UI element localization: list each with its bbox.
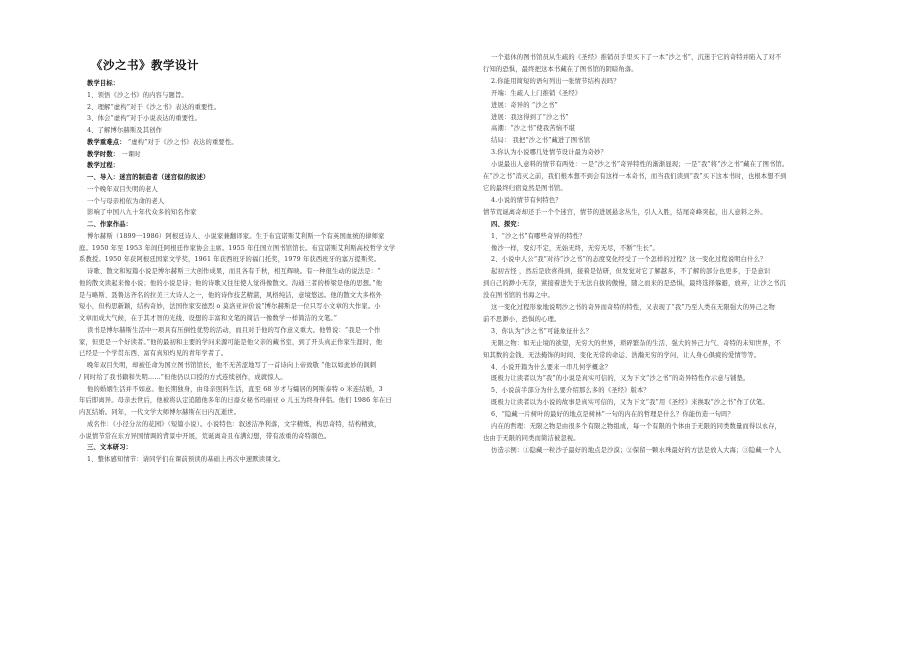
plot-stage: 高潮：“沙之书”使我苦恼不堪	[491, 125, 576, 133]
question-line: 2.你能用简短的语句列出一张情节结构表吗？	[491, 77, 620, 85]
goal-item: 4、了解博尔赫斯及其创作	[87, 127, 163, 134]
question-line: 5、小说前半部分为什么要介绍那么多的《圣经》版本？	[491, 387, 650, 395]
answer-line: 这一变化过程形象地说明沙之书的奇异而奇特的特性，又表现了“我”乃至人类在无限强大的异己之物	[491, 304, 775, 312]
works-line: 庭。1950 年至 1953 年间任阿根廷作家协会主席。1955 年任国立图书馆馆长。布宜诺斯艾利斯高校哲学文学	[79, 244, 396, 252]
works-line: 短小，但构思新颖，结构奇妙，法国作家安德烈 o 莫洛亚评价说“博尔赫斯是一位只写小文章的大作家。小	[79, 303, 381, 311]
answer-line: 知其数的金钱、无法掩饰的时间、变化无常的命运、浩瀚无穷的学问、让人身心俱疲的爱情等等。	[483, 351, 761, 359]
goal-item: 2、理解“虚构”对于《沙之书》表达的重要性。	[87, 103, 221, 111]
hours-label: 教学时数：	[87, 150, 120, 158]
intro-heading: 一、导入：迷宫的制造者（迷宫似的叙述）	[87, 174, 210, 181]
intro-line: 一个与母亲相依为命的老人	[87, 197, 165, 205]
explore-heading: 四、探究：	[491, 220, 524, 228]
goals-heading: 教学目标：	[87, 80, 120, 87]
page-title: 《沙之书》教学设计	[91, 58, 199, 72]
works-line: 成名作：《小径分岔的花园》（短篇小说）。小说特色：叙述洁净利落，文字精炼，构思奇特，结构精致，	[87, 420, 381, 428]
works-line: 家，但更是一个好读者。”他的最初和主要的学问来源可能是他父亲的藏书室，到了开头真正作家生涯时，他	[79, 338, 383, 346]
works-line: 小说情节常在东方异国情调的背景中开展，荒诞离奇且布满幻想，带有浓重的奇特颜色。	[79, 432, 331, 440]
plot-stage: 进展：我这得到了“沙之书”	[491, 113, 569, 121]
teaching-hours	[79, 149, 479, 161]
question-line: 3.你认为小说哪几处情节设计最为奇妙？	[491, 149, 607, 157]
plot-stage: 开端：生疏人上门推销《圣经》	[491, 89, 582, 97]
answer-line: 没在图书馆的书海之中。	[483, 292, 554, 300]
key-difficulty	[79, 137, 479, 149]
intro-line: 一个晚年双目失明的老人	[87, 185, 158, 193]
works-line: 是与略斯、聂鲁达齐名的拉美三大诗人之一，他的诗作技艺精湛，风格纯洁，意境悠远。他的散文大多格外	[79, 291, 383, 299]
key-label: 教学重难点：	[87, 138, 126, 146]
plot-line: 一个退休的图书馆员从生疏的《圣经》推销员手里买下了一本“沙之书”，沉迷于它的奇特并陷入了对不	[491, 54, 782, 61]
answer-line: 像沙一样，变幻不定，无始无终，无穷无尽，不断“生长”。	[491, 244, 659, 252]
works-line: / 同时给了我书籍和失明……”但他仍以口授的方式连续创作，成就惊人。	[79, 373, 287, 381]
hours-text: 一课时	[121, 150, 141, 158]
answer-line: 既极力让读者以为“我”的小说是真实可信的，又为下文“沙之书”的奇异特性作示意与铺垫。	[491, 375, 750, 383]
process-heading: 教学过程：	[87, 162, 120, 170]
answer-line: 内在的哲理：无限之物是由很多个有限之物组成，每一个有限的个体由于无限的同类数量而得以永存，	[491, 423, 782, 431]
works-line: 他的散文读起来像小说；他的小说是诗；他的诗歌又往往使人觉得像散文。沟通三者的桥梁是他的思想。”他	[79, 279, 383, 287]
works-line: 晚年双目失明，却被任命为国立图书馆馆长，他不无苦涩地写了一首诗向上帝致敬 “他以如此妙的讽刺	[87, 362, 377, 369]
plot-line: 行知的恐惧，最终把这本书藏在了图书馆的阴暗角落。	[483, 65, 638, 73]
study-line: 1、整体感知情节：请同学们在课前预读的基础上再次中速默读课文。	[87, 456, 285, 463]
answer-line: 在“沙之书”消灭之前，我们根本想不到会有这样一本奇书，而当我们读到“我”买下这本书时，也根本想不到	[483, 173, 787, 181]
question-line: 6、“隐藏一片树叶的最好的地点是树林”一句的内在的哲理是什么？你能仿造一句吗？	[491, 411, 734, 419]
left-column	[79, 58, 479, 466]
question-line: 1、“沙之书”有哪些奇异的特性？	[491, 232, 586, 240]
plot-stage: 进展：奇异的 “沙之书”	[491, 101, 558, 109]
answer-line: 也由于无限的同类而简洁被忽视。	[483, 435, 580, 442]
answer-line: 情节荒诞离奇却还手一个个迷宫，情节的进展悬念丛生，引人入胜，结尾奇峰突起，出人意料之外。	[483, 208, 767, 216]
works-line: 他的婚姻生活并不如意。他长期独身，由母亲照料生活，直至 68 岁才与孀居的阿斯泰特 o 米连结婚，3	[87, 385, 383, 393]
study-heading: 三、文本研习：	[87, 444, 133, 452]
works-line: 已经是一个学贯东西、富有真知灼见的青年学者了。	[79, 350, 228, 358]
answer-line: 既极力让读者以为小说的故事是真实可信的，又为下文“我”用《圣经》来换取“沙之书”作了伏笔。	[491, 399, 769, 407]
intro-line: 影响了中国八九十年代众多的知名作家	[87, 209, 197, 217]
answer-line: 仿造示例：①隐藏一粒沙子最好的地点是沙漠；②保留一颗水珠最好的方法是放入大海；③隐藏一个人	[491, 446, 782, 454]
goal-item: 1、领悟《沙之书》的内容与题旨。	[87, 91, 188, 99]
plot-stage: 结局： 我把“沙之书”藏进了图书馆	[491, 137, 591, 145]
works-line: 内瓦结婚。同年，一代文学大师博尔赫斯在日内瓦逝世。	[79, 409, 241, 416]
works-line: 文章而成大气候，在于其才智的光线、设想的丰富和文笔的简洁一像数学一样简洁的文笔。”	[79, 315, 338, 322]
answer-line: 前不思渺小、恐惧的心理。	[483, 315, 561, 323]
answer-line: 它的最终归宿竟然是图书馆。	[483, 184, 567, 192]
works-line: 年后即离异。母亲去世后，他被将认定追随他多年的日裔女秘书玛丽亚 o 儿玉为终身伴侣。他们 1986 年在日	[79, 397, 392, 405]
works-line: 读书是博尔赫斯生活中一项具有压倒性优势的活动，而且对于他的写作意义重大。他曾说：“我是一个作	[87, 326, 381, 334]
question-line: 3、你认为“沙之书”可能象征什么？	[491, 327, 593, 335]
question-line: 4.小说的情节有何特色？	[491, 196, 562, 204]
answer-line: 小说最出人意料的情节有两处：一是“沙之书”奇异特性的渐渐显现；一是“我”将“沙之书”藏在了图书馆。	[491, 161, 789, 169]
works-line: 诗歌、散文和短篇小说是博尔赫斯三大创作成果，而且各有千秋，相互辉映。有一种很生动的说法是：“	[87, 268, 381, 275]
goal-item: 3、体会“虚构”对于小说表达的重要性。	[87, 115, 202, 123]
key-text: “虚构”对于《沙之书》表达的重要性。	[127, 138, 238, 146]
answer-line: 无限之物：如无止境的欲望，无穷大的世界，琐碎繁杂的生活、强大的异己力气、奇特的未知世界，不	[491, 339, 782, 347]
works-line: 系教授。1950 年获阿根廷国家文学奖，1961 年获西班牙的福门托奖，1979 年获西班牙的塞万提斯奖。	[79, 256, 381, 264]
question-line: 2、小说中人公“我”对待“沙之书”的态度变化经受了一个怎样的过程？这一变化过程说明白什么？	[491, 256, 767, 264]
works-line: 博尔赫斯（1899一1986）阿根廷诗人、小说家兼翻译家。生于布宜诺斯艾利斯一个有英国血统的律师家	[87, 232, 385, 240]
right-column	[483, 52, 853, 457]
works-heading: 二、作家作品：	[87, 221, 133, 228]
answer-line: 起初古怪 ，然后是欣喜得到，接着是钻研，但发觉对它了解越多，不了解的部分也更多，于是意识	[491, 268, 771, 276]
question-line: 4、小说开篇为什么要来一串几何学概念？	[491, 363, 612, 371]
answer-line: 到自己的渺小无奈，紧接着进失于无法自拔的傲慢，随之而来的是恐惧，最终选择躲避，放弃，让沙之书沉	[483, 280, 787, 288]
